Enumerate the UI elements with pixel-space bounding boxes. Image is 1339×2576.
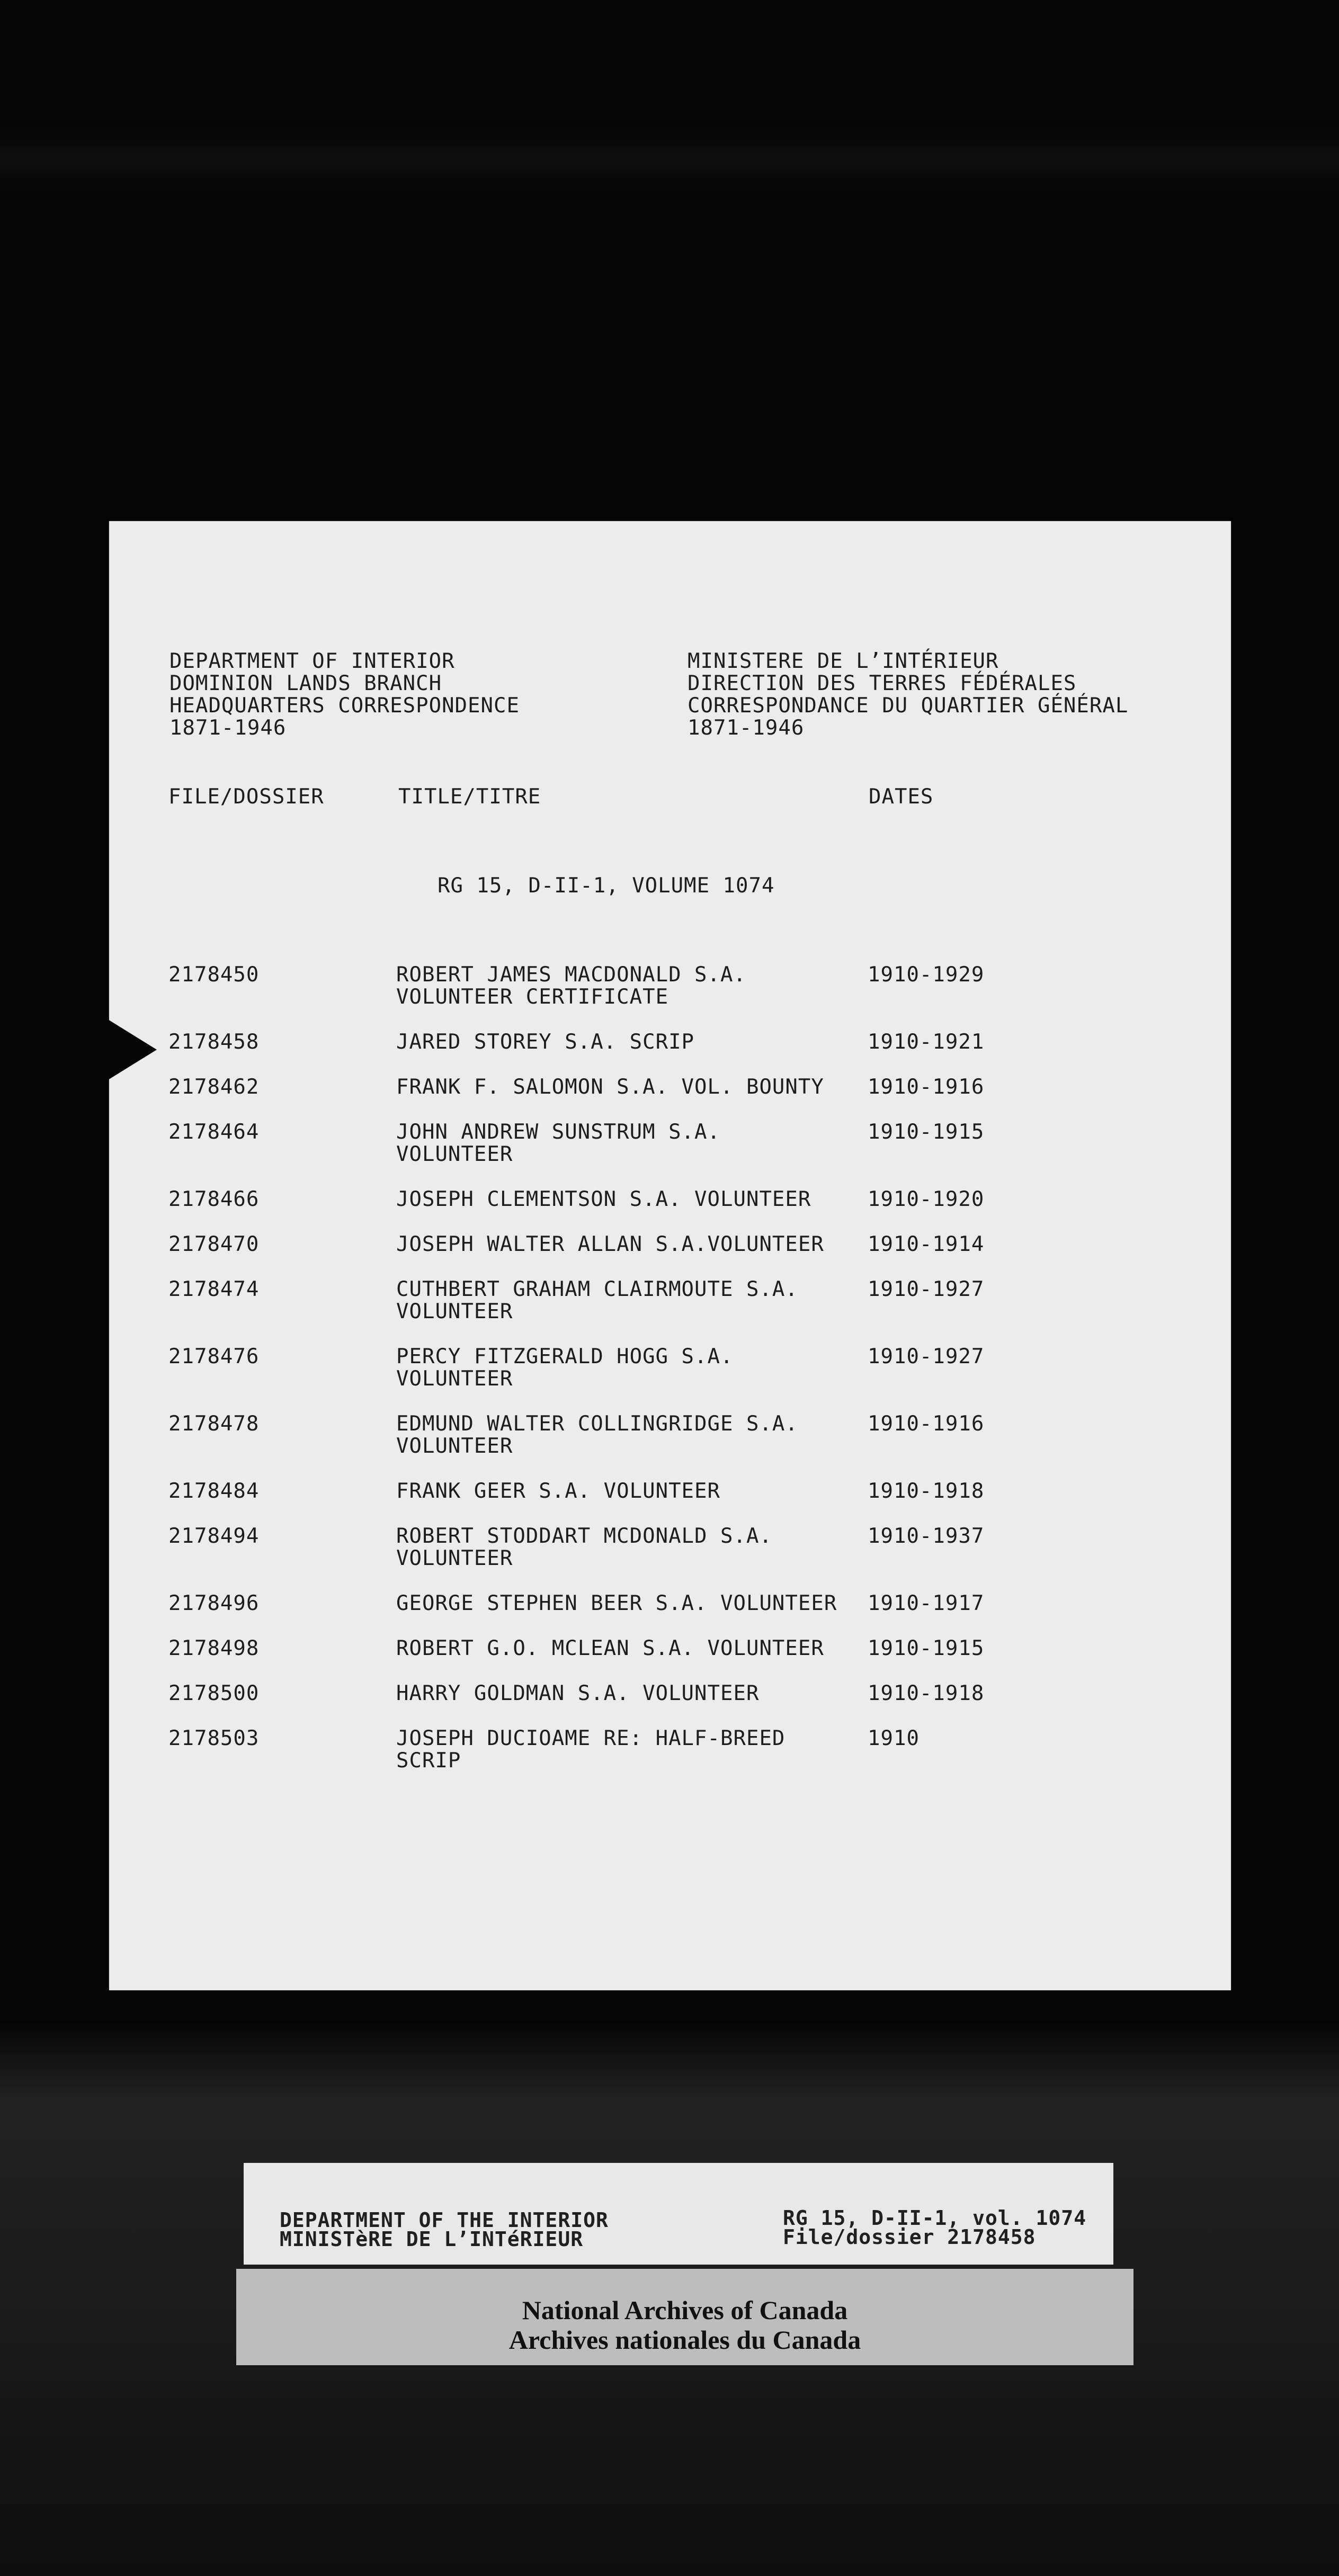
- file-number: 2178450: [168, 963, 260, 987]
- file-title-line: JOHN ANDREW SUNSTRUM S.A.: [396, 1120, 720, 1144]
- archive-name: [236, 2295, 1133, 2355]
- file-number: 2178496: [168, 1591, 260, 1615]
- file-title: [396, 1638, 852, 1660]
- file-title-line: ROBERT G.O. MCLEAN S.A. VOLUNTEER: [396, 1636, 824, 1660]
- file-dates: 1910-1915: [868, 1636, 985, 1660]
- header-line: 1871-1946: [688, 716, 805, 740]
- file-number: 2178503: [168, 1727, 260, 1750]
- file-number: 2178484: [168, 1479, 260, 1503]
- film-band-top: [0, 127, 1339, 191]
- file-title-line: JOSEPH WALTER ALLAN S.A.VOLUNTEER: [396, 1232, 824, 1256]
- file-title-line: VOLUNTEER: [396, 1546, 513, 1570]
- file-title-line: EDMUND WALTER COLLINGRIDGE S.A.: [396, 1412, 798, 1436]
- file-title: [396, 1278, 852, 1323]
- file-dates: 1910: [868, 1727, 920, 1750]
- file-number: 2178470: [168, 1232, 260, 1256]
- file-title: [396, 1031, 852, 1053]
- file-title: [396, 1233, 852, 1256]
- file-dates: 1910-1917: [868, 1591, 985, 1615]
- file-number: 2178478: [168, 1412, 260, 1436]
- file-dates: 1910-1921: [868, 1030, 985, 1054]
- target-notch-marker: [104, 1017, 157, 1083]
- header-line: DOMINION LANDS BRANCH: [169, 672, 442, 695]
- header-line: HEADQUARTERS CORRESPONDENCE: [169, 694, 520, 718]
- file-title-line: JOSEPH DUCIOAME RE: HALF-BREED: [396, 1727, 785, 1750]
- header-line: DEPARTMENT OF INTERIOR: [169, 649, 455, 673]
- file-dates: 1910-1927: [868, 1345, 985, 1368]
- file-title-line: VOLUNTEER: [396, 1434, 513, 1458]
- file-number: 2178464: [168, 1120, 260, 1144]
- file-title-line: VOLUNTEER CERTIFICATE: [396, 985, 669, 1009]
- file-number: 2178500: [168, 1681, 260, 1705]
- header-french: [688, 650, 1128, 739]
- file-title-line: HARRY GOLDMAN S.A. VOLUNTEER: [396, 1681, 760, 1705]
- file-number: 2178476: [168, 1345, 260, 1368]
- file-title: [396, 1728, 852, 1772]
- header-line: DIRECTION DES TERRES FÉDÉRALES: [688, 672, 1077, 695]
- file-number: 2178498: [168, 1636, 260, 1660]
- file-title: [396, 1683, 852, 1705]
- file-title: [396, 1480, 852, 1502]
- archive-name-french: Archives nationales du Canada: [508, 2325, 861, 2355]
- file-dates: 1910-1929: [868, 963, 985, 987]
- file-title-line: FRANK GEER S.A. VOLUNTEER: [396, 1479, 720, 1503]
- file-title: [396, 1188, 852, 1211]
- file-dates: 1910-1937: [868, 1524, 985, 1548]
- microfilm-target-label: [244, 2163, 1113, 2265]
- file-title: [396, 1525, 852, 1570]
- file-title-line: GEORGE STEPHEN BEER S.A. VOLUNTEER: [396, 1591, 837, 1615]
- file-title: [396, 1121, 852, 1166]
- column-header-title: TITLE/TITRE: [398, 785, 541, 809]
- file-title-line: JARED STOREY S.A. SCRIP: [396, 1030, 695, 1054]
- file-title-line: PERCY FITZGERALD HOGG S.A.: [396, 1345, 734, 1368]
- file-number: 2178466: [168, 1187, 260, 1211]
- archive-name-english: National Archives of Canada: [522, 2295, 848, 2325]
- file-title: [396, 1413, 852, 1457]
- file-title-line: JOSEPH CLEMENTSON S.A. VOLUNTEER: [396, 1187, 811, 1211]
- label-reference: [783, 2208, 1086, 2247]
- label-line: File/dossier 2178458: [783, 2225, 1036, 2249]
- file-dates: 1910-1918: [868, 1681, 985, 1705]
- column-header-file: FILE/DOSSIER: [168, 785, 324, 809]
- file-title-line: ROBERT STODDART MCDONALD S.A.: [396, 1524, 772, 1548]
- header-line: CORRESPONDANCE DU QUARTIER GÉNÉRAL: [688, 694, 1129, 718]
- label-line: MINISTèRE DE L’INTéRIEUR: [280, 2228, 584, 2251]
- file-title-line: CUTHBERT GRAHAM CLAIRMOUTE S.A.: [396, 1277, 798, 1301]
- file-title-line: ROBERT JAMES MACDONALD S.A.: [396, 963, 746, 987]
- file-title-line: VOLUNTEER: [396, 1142, 513, 1166]
- file-dates: 1910-1914: [868, 1232, 985, 1256]
- file-title: [396, 1346, 852, 1390]
- file-dates: 1910-1915: [868, 1120, 985, 1144]
- file-title: [396, 1076, 852, 1098]
- file-title-line: SCRIP: [396, 1749, 461, 1773]
- label-line: DEPARTMENT OF THE INTERIOR: [280, 2208, 609, 2232]
- file-dates: 1910-1918: [868, 1479, 985, 1503]
- file-dates: 1910-1916: [868, 1412, 985, 1436]
- column-header-dates: DATES: [869, 785, 934, 809]
- header-line: MINISTERE DE L’INTÉRIEUR: [688, 649, 999, 673]
- volume-reference: RG 15, D-II-1, VOLUME 1074: [438, 874, 775, 898]
- file-title: [396, 964, 852, 1008]
- file-dates: 1910-1916: [868, 1075, 985, 1099]
- file-title: [396, 1593, 852, 1615]
- archive-label: [236, 2269, 1133, 2365]
- label-line: RG 15, D-II-1, vol. 1074: [783, 2206, 1087, 2230]
- file-number: 2178494: [168, 1524, 260, 1548]
- file-title-line: VOLUNTEER: [396, 1300, 513, 1323]
- header-line: 1871-1946: [169, 716, 287, 740]
- file-number: 2178458: [168, 1030, 260, 1054]
- file-title-line: VOLUNTEER: [396, 1367, 513, 1391]
- label-department: [280, 2208, 609, 2251]
- header-english: [169, 650, 520, 739]
- file-title-line: FRANK F. SALOMON S.A. VOL. BOUNTY: [396, 1075, 824, 1099]
- file-dates: 1910-1920: [868, 1187, 985, 1211]
- file-number: 2178462: [168, 1075, 260, 1099]
- file-dates: 1910-1927: [868, 1277, 985, 1301]
- file-number: 2178474: [168, 1277, 260, 1301]
